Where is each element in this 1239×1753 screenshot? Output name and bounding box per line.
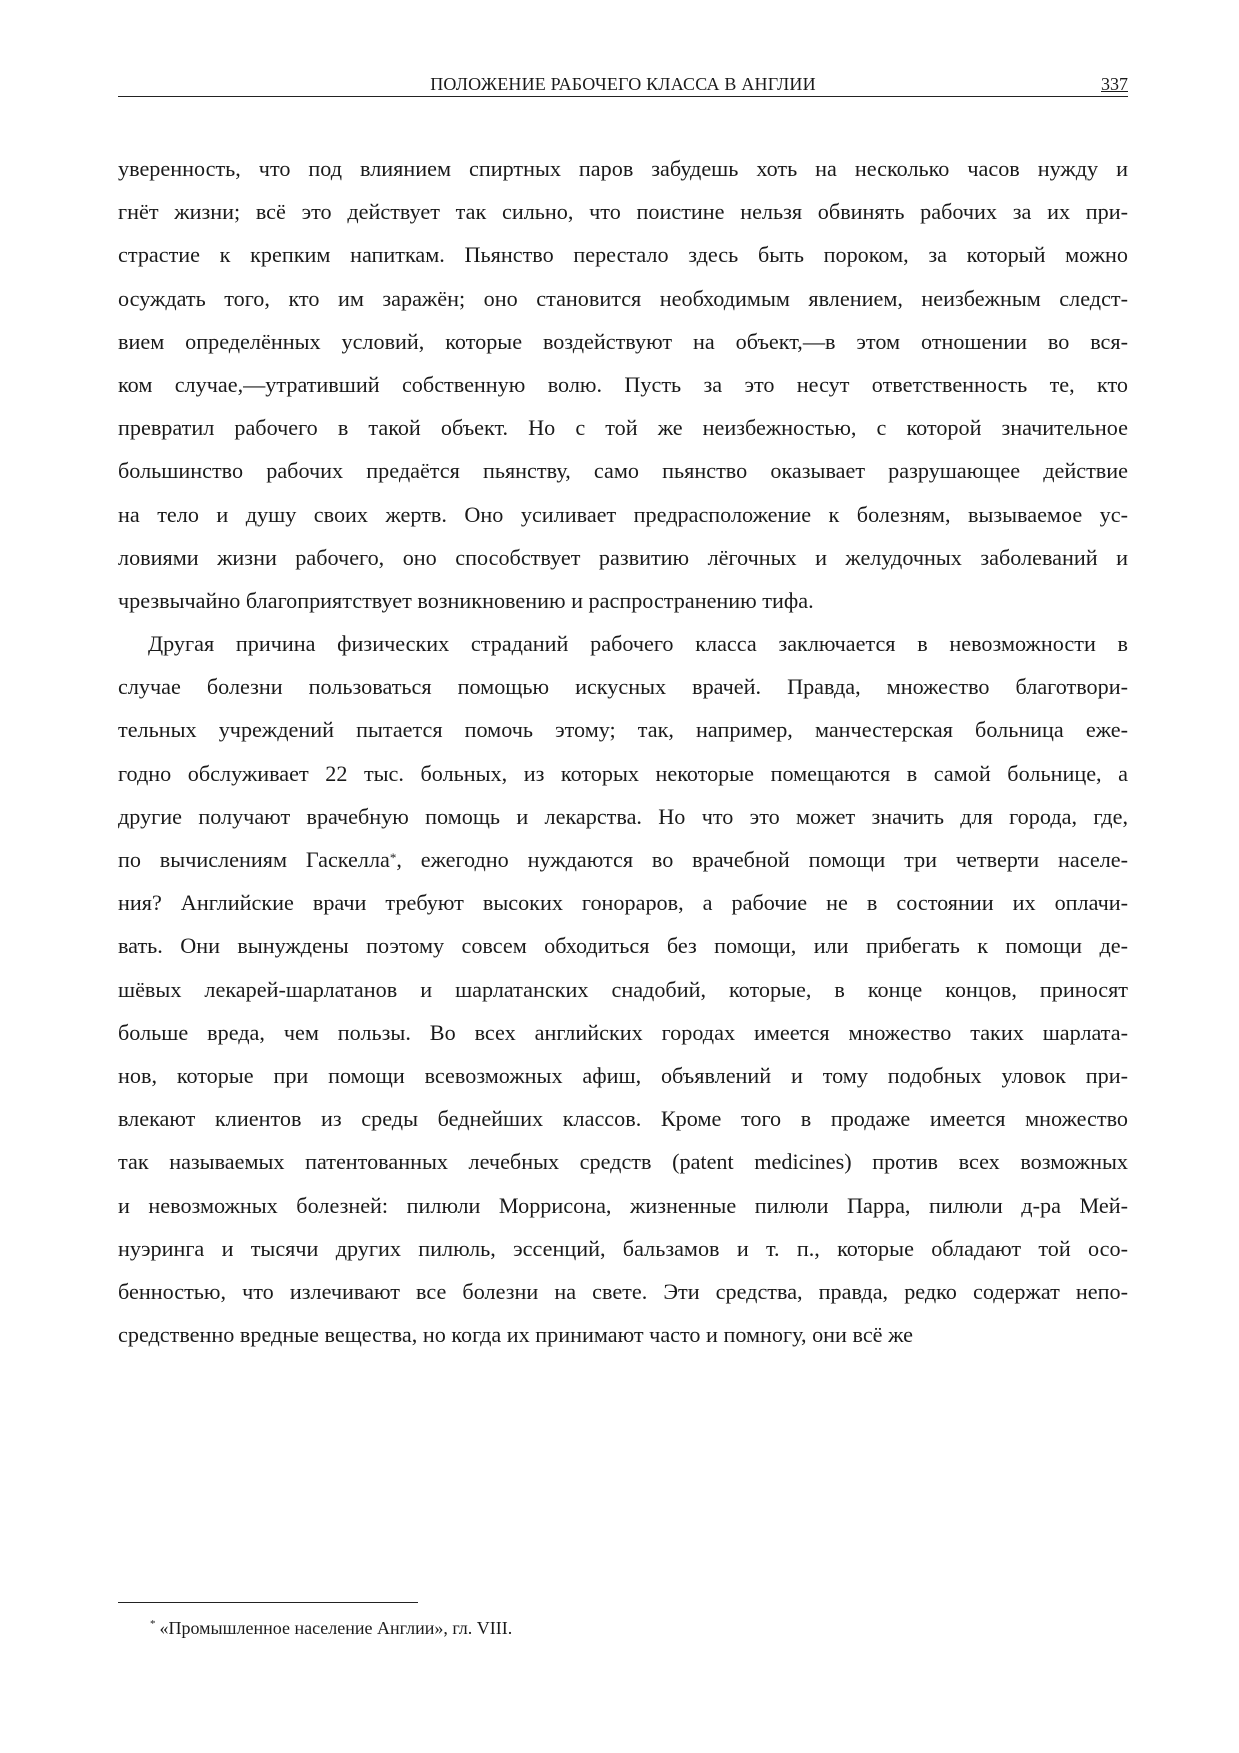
text-line: превратил рабочего в такой объект. Но с той же неизбежностью, с которой значительное <box>118 415 1128 441</box>
text-line: ния? Английские врачи требуют высоких гонораров, а рабочие не в состоянии их оплачи- <box>118 890 1128 916</box>
text-line: влекают клиентов из среды беднейших классов. Кроме того в продаже имеется множество <box>118 1106 1128 1132</box>
text-line: годно обслуживает 22 тыс. больных, из которых некоторые помещаются в самой больнице, а <box>118 760 1128 786</box>
footnote-text: «Промышленное население Англии», гл. VIII. <box>159 1618 513 1638</box>
text-line: на тело и душу своих жертв. Оно усиливает предрасположение к болезням, вызываемое ус- <box>118 501 1128 527</box>
footnote-divider <box>118 1602 418 1603</box>
paragraph-start-line: Другая причина физических страданий рабочего класса заключается в невозможности в <box>148 631 1128 657</box>
text-line: средственно вредные вещества, но когда их принимают часто и помногу, они всё же <box>118 1322 913 1348</box>
text-line: случае болезни пользоваться помощью искусных врачей. Правда, множество благотвори- <box>118 674 1128 700</box>
text-line: нов, которые при помощи всевозможных афиш, объявлений и тому подобных уловок при- <box>118 1062 1128 1088</box>
text-line: страстие к крепким напиткам. Пьянство перестало здесь быть пороком, за который можно <box>118 242 1128 268</box>
text-line: нуэринга и тысячи других пилюль, эссенций, бальзамов и т. п., которые обладают той осо- <box>118 1235 1128 1261</box>
paragraph-end-line: чрезвычайно благоприятствует возникновению и распространению тифа. <box>118 587 814 613</box>
text-line: бенностью, что излечивают все болезни на свете. Эти средства, правда, редко содержат непо- <box>118 1278 1128 1304</box>
text-line: тельных учреждений пытается помочь этому; так, например, манчестерская больница еже- <box>118 717 1128 743</box>
text-line: и невозможных болезней: пилюли Моррисона, жизненные пилюли Парра, пилюли д-ра Мей- <box>118 1192 1128 1218</box>
text-line: большинство рабочих предаётся пьянству, само пьянство оказывает разрушающее действие <box>118 458 1128 484</box>
text-segment: , ежегодно нуждаются во врачебной помощи три четверти населе- <box>396 847 1128 872</box>
text-line-with-footnote-ref <box>118 838 1128 881</box>
page-number: 337 <box>1101 74 1128 94</box>
footnote <box>150 1616 512 1640</box>
footnote-marker: * <box>150 1618 156 1630</box>
text-line: гнёт жизни; всё это действует так сильно, что поистине нельзя обвинять рабочих за их при- <box>118 199 1128 225</box>
running-header-title: ПОЛОЖЕНИЕ РАБОЧЕГО КЛАССА В АНГЛИИ <box>430 74 816 94</box>
text-line: вать. Они вынуждены поэтому совсем обходиться без помощи, или прибегать к помощи де- <box>118 933 1128 959</box>
running-header <box>118 72 1128 97</box>
text-line: вием определённых условий, которые воздействуют на объект,—в этом отношении во вся- <box>118 328 1128 354</box>
text-line: больше вреда, чем пользы. Во всех английских городах имеется множество таких шарлата- <box>118 1019 1128 1045</box>
text-line: осуждать того, кто им заражён; оно становится необходимым явлением, неизбежным следст- <box>118 285 1128 311</box>
text-line: ловиями жизни рабочего, оно способствует развитию лёгочных и желудочных заболеваний и <box>118 544 1128 570</box>
footnote-reference[interactable]: * <box>389 850 397 865</box>
text-line: уверенность, что под влиянием спиртных паров забудешь хоть на несколько часов нужду и <box>118 156 1128 181</box>
text-line: ком случае,—утративший собственную волю. Пусть за это несут ответственность те, кто <box>118 371 1128 397</box>
text-line: другие получают врачебную помощь и лекарства. Но что это может значить для города, где, <box>118 803 1128 829</box>
text-line: так называемых патентованных лечебных средств (patent medicines) против всех возможных <box>118 1149 1128 1175</box>
text-segment: по вычислениям Гаскелла <box>118 847 390 872</box>
main-text <box>118 147 1128 1356</box>
text-line: шёвых лекарей-шарлатанов и шарлатанских снадобий, которые, в конце концов, приносят <box>118 976 1128 1002</box>
